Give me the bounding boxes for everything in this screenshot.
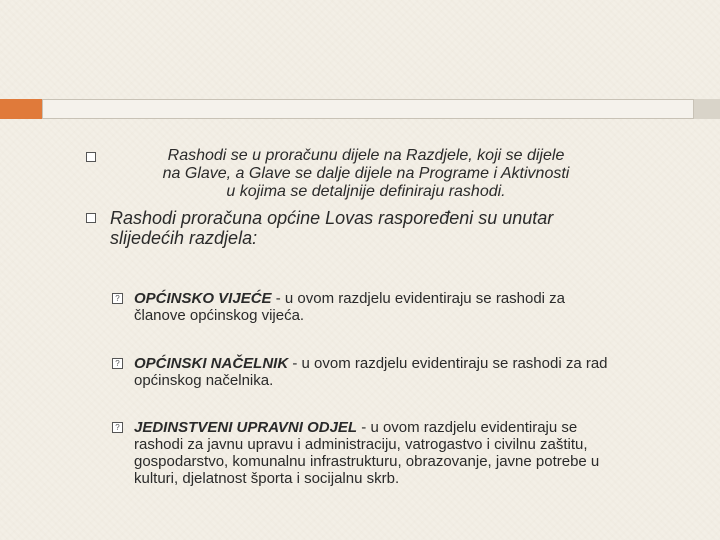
header-rule-box bbox=[42, 99, 694, 119]
paragraph-1-line-2: na Glave, a Glave se dalje dijele na Programe i Aktivnosti bbox=[162, 165, 570, 182]
square-bullet-icon bbox=[86, 152, 96, 162]
paragraph-1-line-3: u kojima se detaljnije definiraju rashodi. bbox=[226, 183, 506, 200]
square-bullet-icon: ? bbox=[112, 358, 123, 369]
list-item-heading: OPĆINSKI NAČELNIK bbox=[134, 355, 289, 372]
square-bullet-icon bbox=[86, 213, 96, 223]
list-item bbox=[112, 419, 612, 487]
paragraph-2-text: Rashodi proračuna općine Lovas raspoređeni su unutar slijedećih razdjela: bbox=[110, 208, 554, 248]
list-item-description: - u ovom razdjelu evidentiraju se rashodi za javnu upravu i administraciju, vatrogastvo i civilnu zaštitu, gospodarstvo, komunalnu infrastrukturu, obrazovanje, javne potrebe u kulturi, djelatnost športa i socijalnu skrb. bbox=[134, 419, 600, 487]
list-item-text bbox=[112, 290, 612, 324]
list-item-heading: JEDINSTVENI UPRAVNI ODJEL bbox=[134, 419, 358, 436]
list-item-text bbox=[112, 419, 612, 487]
list-item-text bbox=[112, 355, 612, 389]
list-item-description: - u ovom razdjelu evidentiraju se rashodi za članove općinskog vijeća. bbox=[134, 290, 566, 324]
square-bullet-icon: ? bbox=[112, 422, 123, 433]
list-item-description: - u ovom razdjelu evidentiraju se rashodi za rad općinskog načelnika. bbox=[134, 355, 608, 389]
paragraph-1-line-1: Rashodi se u proračunu dijele na Razdjele, koji se dijele bbox=[167, 147, 565, 164]
accent-tab bbox=[0, 99, 42, 119]
list-item-heading: OPĆINSKO VIJEĆE bbox=[134, 290, 272, 307]
paragraph-1 bbox=[86, 147, 646, 201]
list-item bbox=[112, 355, 612, 389]
list-item bbox=[112, 290, 612, 324]
paragraph-2 bbox=[86, 208, 606, 248]
square-bullet-icon: ? bbox=[112, 293, 123, 304]
